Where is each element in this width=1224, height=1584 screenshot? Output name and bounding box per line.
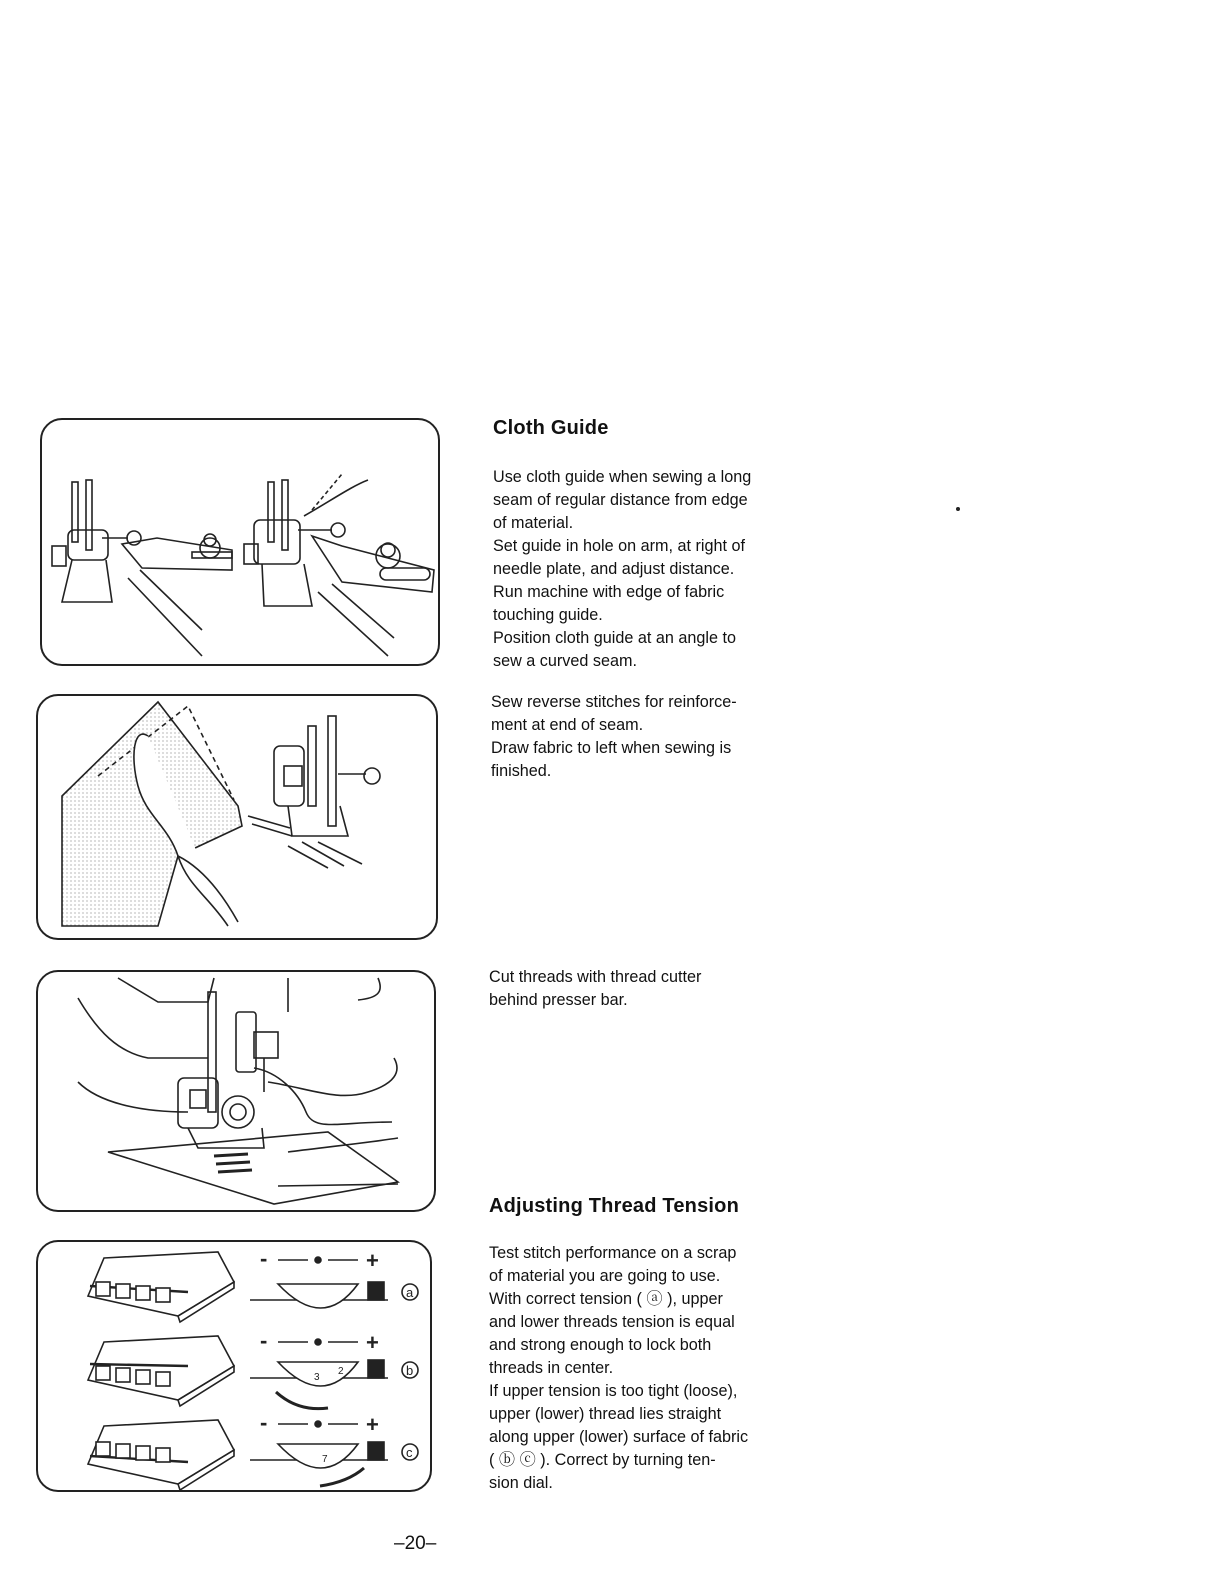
text-line: Cut threads with thread cutter <box>489 968 702 986</box>
text-line: Set guide in hole on arm, at right of <box>493 537 745 555</box>
text-line: Use cloth guide when sewing a long <box>493 468 752 486</box>
scale-plus-b: + <box>366 1330 379 1355</box>
text-line: and strong enough to lock both <box>489 1336 712 1354</box>
thread-tension-illustration <box>36 1240 432 1492</box>
thread-tension-paragraph <box>489 1242 785 1495</box>
text-line: With correct tension ( ⓐ ), upper <box>489 1290 723 1308</box>
text-line: sew a curved seam. <box>493 652 637 670</box>
label-a: a <box>406 1285 414 1300</box>
text-line: If upper tension is too tight (loose), <box>489 1382 738 1400</box>
text-line: along upper (lower) surface of fabric <box>489 1428 749 1446</box>
text-line: threads in center. <box>489 1359 614 1377</box>
tension-row-c <box>88 1410 418 1490</box>
dial-c-number-7: 7 <box>322 1454 328 1465</box>
text-line: sion dial. <box>489 1474 553 1492</box>
text-line: ( ⓑ ⓒ ). Correct by turning ten- <box>489 1451 716 1469</box>
cloth-guide-paragraph-2 <box>491 691 787 783</box>
dial-b-number-2: 2 <box>338 1366 344 1377</box>
cloth-guide-heading: Cloth Guide <box>493 417 609 439</box>
scale-minus-c: - <box>260 1410 268 1435</box>
stray-dot <box>956 507 960 511</box>
text-line: ment at end of seam. <box>491 716 644 734</box>
page-number: –20– <box>394 1533 437 1554</box>
text-line: finished. <box>491 762 552 780</box>
thread-tension-heading: Adjusting Thread Tension <box>489 1195 739 1217</box>
cloth-guide-illustration <box>40 418 440 666</box>
text-line: Sew reverse stitches for reinforce- <box>491 693 737 711</box>
text-line: touching guide. <box>493 606 603 624</box>
thread-cutter-illustration <box>36 970 436 1212</box>
scale-minus-b: - <box>260 1328 268 1353</box>
scale-plus-c: + <box>366 1412 379 1437</box>
label-b: b <box>406 1363 414 1378</box>
text-line: Run machine with edge of fabric <box>493 583 725 601</box>
text-line: needle plate, and adjust distance. <box>493 560 735 578</box>
text-line: Position cloth guide at an angle to <box>493 629 736 647</box>
scale-plus-a: + <box>366 1248 379 1273</box>
text-line: seam of regular distance from edge <box>493 491 748 509</box>
dial-b-number-3: 3 <box>314 1372 320 1383</box>
text-line: upper (lower) thread lies straight <box>489 1405 722 1423</box>
text-line: of material. <box>493 514 574 532</box>
text-line: and lower threads tension is equal <box>489 1313 735 1331</box>
reverse-stitch-illustration <box>36 694 438 940</box>
cloth-guide-paragraph-1 <box>493 466 789 673</box>
scale-minus-a: - <box>260 1246 268 1271</box>
tension-row-b <box>88 1328 418 1409</box>
text-line: Draw fabric to left when sewing is <box>491 739 732 757</box>
label-c: c <box>406 1445 413 1460</box>
cloth-guide-paragraph-3 <box>489 966 785 1012</box>
text-line: of material you are going to use. <box>489 1267 721 1285</box>
text-line: Test stitch performance on a scrap <box>489 1244 737 1262</box>
tension-row-a <box>88 1246 418 1322</box>
text-line: behind presser bar. <box>489 991 628 1009</box>
